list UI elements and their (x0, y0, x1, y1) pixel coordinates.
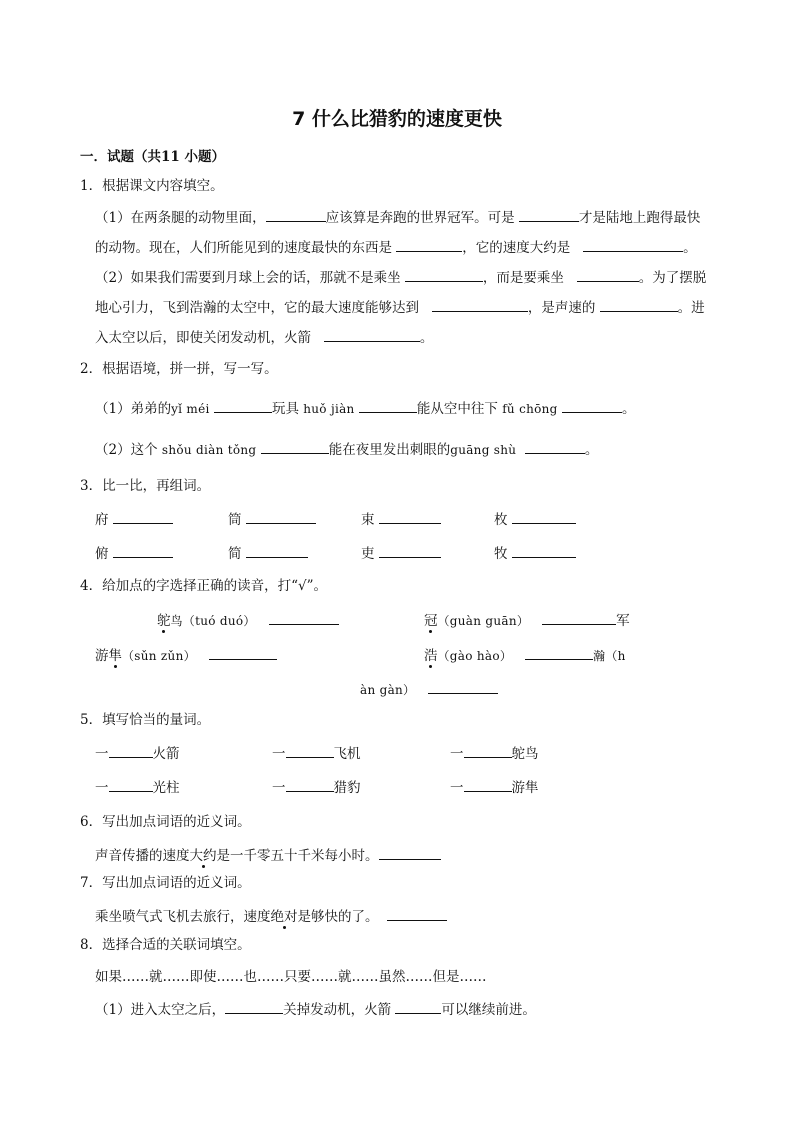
q8-options: 如果……就……即使……也……只要……就……虽然……但是…… (95, 969, 487, 985)
q4-item-4-wrap: àn gàn） (360, 679, 498, 699)
blank[interactable] (464, 777, 512, 792)
blank[interactable] (577, 267, 639, 282)
blank[interactable] (379, 543, 441, 558)
q5-item: 一 游隼 (450, 777, 539, 797)
section-heading: 一．试题（共11 小题） (80, 149, 225, 165)
blank[interactable] (209, 645, 277, 660)
q3-item: 俯 (95, 543, 173, 563)
blank[interactable] (405, 267, 483, 282)
q3-item: 牧 (494, 543, 576, 563)
pinyin: fǔ chōng (502, 402, 558, 416)
q3-stem: 3．比一比，再组词。 (80, 478, 211, 494)
q5-item: 一 猎豹 (272, 777, 361, 797)
blank[interactable] (286, 777, 334, 792)
blank[interactable] (562, 398, 622, 413)
blank[interactable] (464, 743, 512, 758)
q3-item: 束 (361, 509, 441, 529)
q5-item: 一 飞机 (272, 743, 361, 763)
q5-item: 一 火箭 (95, 743, 180, 763)
blank[interactable] (225, 999, 283, 1014)
blank[interactable] (512, 543, 576, 558)
q5-item: 一 鸵鸟 (450, 743, 539, 763)
q1-stem: 1．根据课文内容填空。 (80, 178, 224, 194)
blank[interactable] (266, 207, 326, 222)
blank[interactable] (246, 509, 316, 524)
blank[interactable] (512, 509, 576, 524)
blank[interactable] (525, 439, 585, 454)
q2-line1: （1）弟弟的yǐ méi 玩具 huǒ jiàn 能从空中往下 fǔ chōng 。 (95, 398, 635, 418)
q4-item-1: 鸵鸟（tuó duó） (157, 610, 339, 630)
q3-item: 府 (95, 509, 173, 529)
blank[interactable] (387, 906, 447, 921)
blank[interactable] (432, 297, 528, 312)
blank[interactable] (113, 543, 173, 558)
q5-item: 一 光柱 (95, 777, 180, 797)
blank[interactable] (583, 237, 683, 252)
q7-stem: 7．写出加点词语的近义词。 (80, 875, 251, 891)
blank[interactable] (379, 509, 441, 524)
q8-sentence-1: （1）进入太空之后， 关掉发动机，火箭 可以继续前进。 (95, 999, 536, 1019)
blank[interactable] (214, 398, 272, 413)
q3-item: 吏 (361, 543, 441, 563)
blank[interactable] (519, 207, 579, 222)
q2-stem: 2．根据语境，拼一拼，写一写。 (80, 361, 278, 377)
blank[interactable] (113, 509, 173, 524)
q6-sentence: 声音传播的速度大约是一千零五十千米每小时。 (95, 845, 441, 865)
q4-item-4: 浩（gào hào） 瀚（h (424, 645, 626, 665)
blank[interactable] (359, 398, 417, 413)
q1-line4: 地心引力，飞到浩瀚的太空中，它的最大速度能够达到 ，是声速的 。进 (95, 297, 705, 317)
q1-line2: 的动物。现在，人们所能见到的速度最快的东西是 ，它的速度大约是 。 (95, 237, 697, 257)
pinyin: yǐ méi (171, 402, 210, 416)
blank[interactable] (542, 610, 616, 625)
blank[interactable] (396, 237, 462, 252)
q5-stem: 5．填写恰当的量词。 (80, 712, 211, 728)
blank[interactable] (600, 297, 678, 312)
blank[interactable] (261, 439, 329, 454)
q1-line1: （1）在两条腿的动物里面， 应该算是奔跑的世界冠军。可是 才是陆地上跑得最快 (95, 207, 700, 227)
blank[interactable] (246, 543, 308, 558)
blank[interactable] (109, 777, 153, 792)
q1-line3: （2）如果我们需要到月球上会的话，那就不是乘坐 ，而是要乘坐 。为了摆脱 (95, 267, 706, 287)
blank[interactable] (428, 679, 498, 694)
q3-item: 简 (228, 543, 308, 563)
blank[interactable] (109, 743, 153, 758)
q6-stem: 6．写出加点词语的近义词。 (80, 814, 251, 830)
q3-item: 枚 (494, 509, 576, 529)
q2-line2: （2）这个 shǒu diàn tǒng 能在夜里发出刺眼的guāng shù 。 (95, 439, 598, 459)
blank[interactable] (324, 327, 420, 342)
blank[interactable] (379, 845, 441, 860)
page-title: 7 什么比猎豹的速度更快 (292, 108, 502, 130)
blank[interactable] (395, 999, 441, 1014)
pinyin: shǒu diàn tǒng (161, 443, 257, 457)
q7-sentence: 乘坐喷气式飞机去旅行，速度绝对是够快的了。 (95, 906, 447, 926)
q4-item-2: 冠（guàn guān） 军 (424, 610, 630, 630)
q1-line5: 入太空以后，即使关闭发动机，火箭 。 (95, 327, 433, 347)
pinyin: guāng shù (450, 443, 517, 457)
q4-stem: 4．给加点的字选择正确的读音，打“√”。 (80, 578, 327, 594)
pinyin: huǒ jiàn (303, 402, 355, 416)
blank[interactable] (286, 743, 334, 758)
q8-stem: 8．选择合适的关联词填空。 (80, 937, 251, 953)
q4-item-3: 游隼（sǔn zǔn） (95, 645, 277, 665)
q3-item: 筒 (228, 509, 316, 529)
blank[interactable] (525, 645, 593, 660)
blank[interactable] (269, 610, 339, 625)
